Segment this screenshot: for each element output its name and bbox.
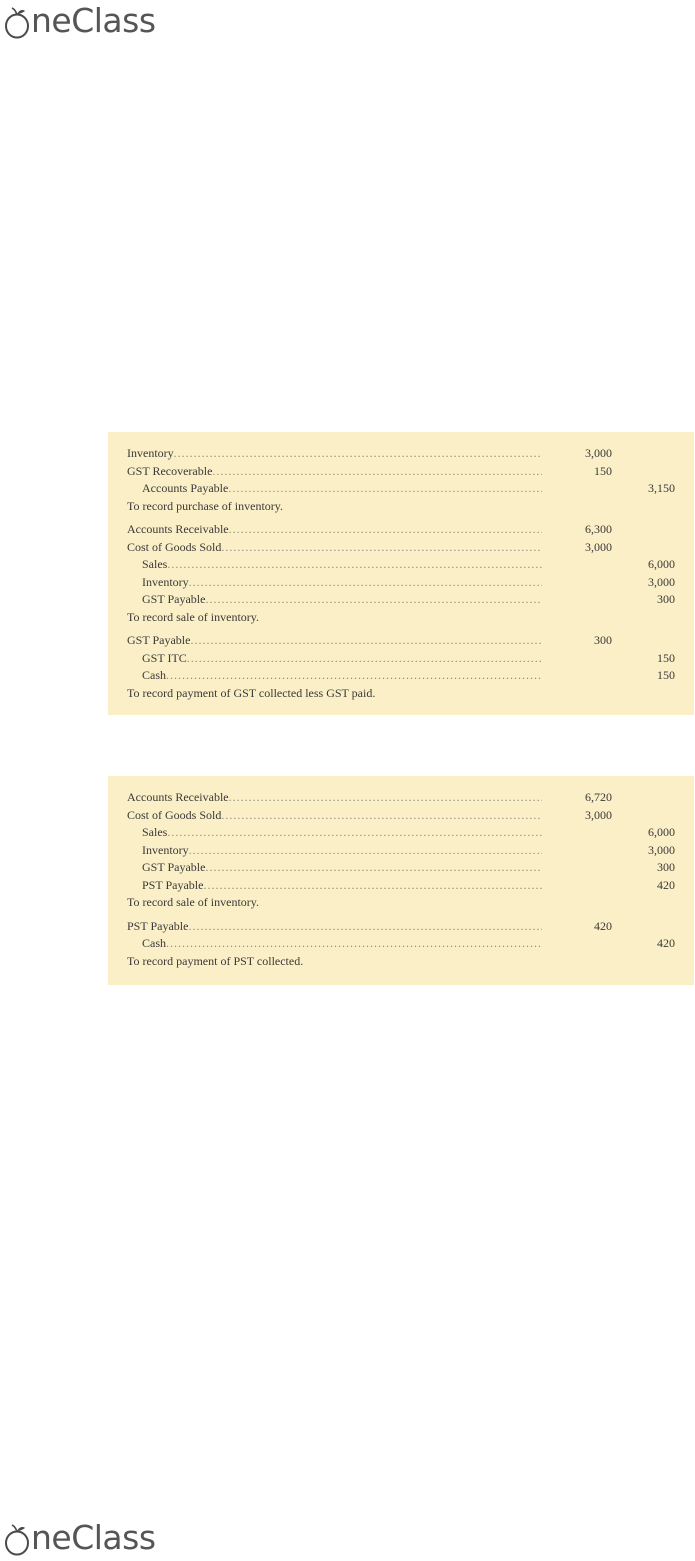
logo-text: neClass [31,1518,156,1557]
journal-line [127,667,674,685]
debit-amount: 6,300 [585,522,612,536]
journal-entry [127,632,674,702]
account-cell [127,445,542,463]
debit-amount: 3,000 [585,539,612,554]
credit-amount: 300 [657,860,675,874]
account-name: Accounts Payable [142,481,229,495]
account-cell [127,521,542,539]
dot-leader [166,935,542,953]
dot-leader [166,667,542,685]
entry-memo: To record sale of inventory. [127,609,259,624]
account-cell [127,859,542,877]
account-cell [127,556,542,574]
account-name: Sales [142,557,168,571]
credit-amount: 300 [657,592,675,606]
dot-leader [205,859,542,877]
journal-line [127,824,674,842]
account-cell [127,632,542,650]
journal-line [127,877,674,895]
dot-leader [188,918,542,936]
account-cell [127,935,542,953]
account-name: PST Payable [142,877,204,892]
journal-line [127,445,674,463]
entry-memo: To record sale of inventory. [127,895,259,909]
entry-memo: To record payment of GST collected less GST paid. [127,685,376,700]
dot-leader [167,556,542,574]
account-name: Cash [142,936,166,950]
oneclass-apple-icon [4,7,30,37]
logo-text: neClass [31,1,156,40]
journal-entry [127,521,674,626]
account-name: Inventory [142,574,189,589]
dot-leader [189,574,542,592]
journal-line [127,789,674,807]
journal-line [127,556,674,574]
account-name: Cost of Goods Sold [127,539,222,554]
dot-leader [189,842,542,860]
account-name: Accounts Receivable [127,522,229,536]
dot-leader [205,591,542,609]
account-cell [127,877,542,895]
debit-amount: 300 [594,633,612,647]
dot-leader [203,877,542,895]
dot-leader [187,650,542,668]
journal-line [127,859,674,877]
account-cell [127,591,542,609]
account-name: Accounts Receivable [127,790,229,804]
debit-amount: 3,000 [585,807,612,822]
journal-line [127,539,674,557]
account-cell [127,463,542,481]
debit-amount: 3,000 [585,446,612,460]
journal-line [127,935,674,953]
account-name: Inventory [127,446,174,460]
oneclass-logo-footer[interactable] [4,1518,156,1557]
journal-line [127,480,674,498]
dot-leader [228,480,542,498]
entry-memo: To record purchase of inventory. [127,498,283,513]
account-name: GST ITC [142,650,187,665]
dot-leader [167,824,542,842]
account-cell [127,480,542,498]
debit-amount: 420 [594,918,612,933]
credit-amount: 150 [657,668,675,682]
journal-entry [127,445,674,515]
journal-entries-pst [108,776,694,985]
dot-leader [212,463,542,481]
account-name: GST Payable [127,633,191,647]
entry-memo: To record payment of PST collected. [127,953,304,968]
journal-line [127,574,674,592]
account-cell [127,807,542,825]
account-cell [127,918,542,936]
oneclass-logo[interactable] [4,1,156,40]
journal-line [127,842,674,860]
journal-entry [127,789,674,912]
debit-amount: 6,720 [585,790,612,804]
credit-amount: 150 [657,650,675,665]
dot-leader [221,539,542,557]
journal-line [127,591,674,609]
dot-leader [221,807,542,825]
account-cell [127,842,542,860]
dot-leader [190,632,542,650]
journal-line [127,632,674,650]
account-cell [127,824,542,842]
account-cell [127,667,542,685]
journal-line [127,807,674,825]
account-name: Inventory [142,842,189,857]
journal-line [127,521,674,539]
credit-amount: 3,000 [648,574,675,589]
oneclass-apple-icon [4,1524,30,1554]
journal-line [127,650,674,668]
journal-entries-gst [108,432,694,715]
credit-amount: 420 [657,877,675,892]
dot-leader [229,789,542,807]
account-cell [127,574,542,592]
account-name: GST Recoverable [127,463,213,478]
account-name: Cost of Goods Sold [127,807,222,822]
debit-amount: 150 [594,463,612,478]
credit-amount: 6,000 [648,825,675,839]
journal-line [127,918,674,936]
account-name: Cash [142,668,166,682]
account-cell [127,650,542,668]
account-cell [127,789,542,807]
journal-entry [127,918,674,971]
account-cell [127,539,542,557]
credit-amount: 6,000 [648,557,675,571]
credit-amount: 3,150 [648,481,675,495]
credit-amount: 3,000 [648,842,675,857]
dot-leader [174,445,542,463]
dot-leader [229,521,542,539]
credit-amount: 420 [657,936,675,950]
account-name: Sales [142,825,168,839]
account-name: GST Payable [142,860,206,874]
account-name: PST Payable [127,918,189,933]
journal-line [127,463,674,481]
account-name: GST Payable [142,592,206,606]
